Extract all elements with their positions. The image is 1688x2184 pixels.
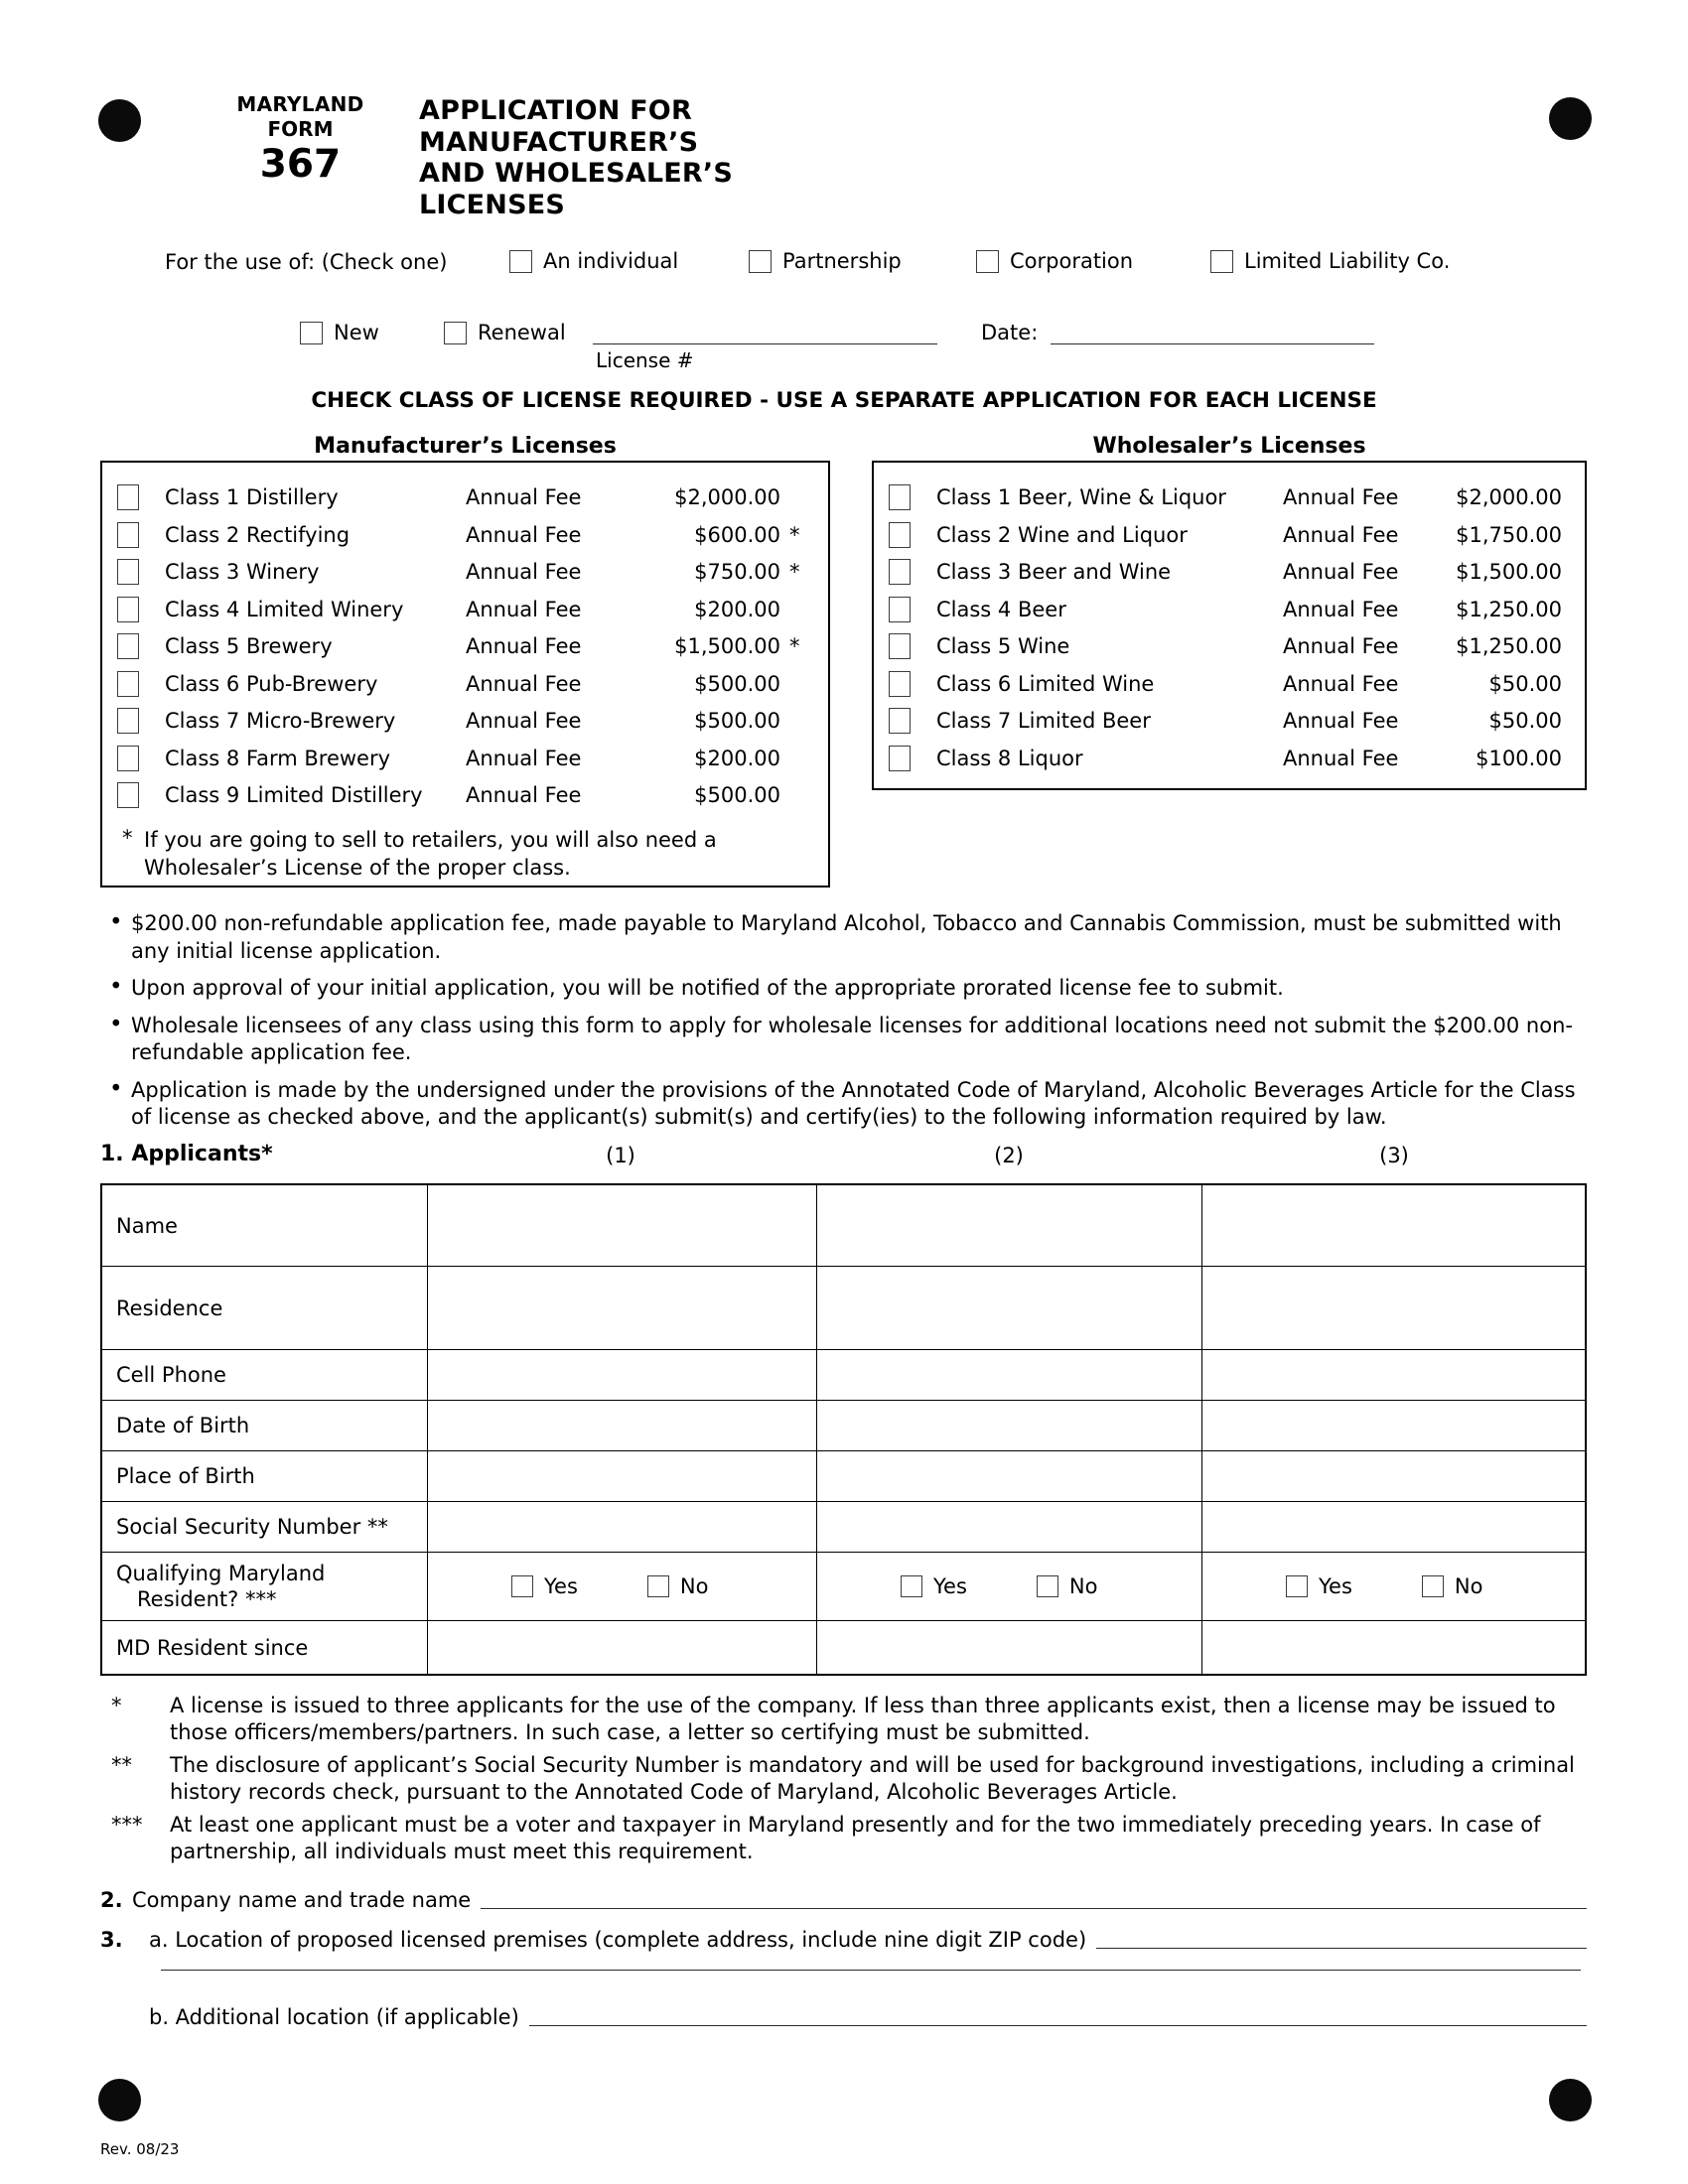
fee-asterisk: * [789,634,800,658]
manufacturer-title: Manufacturer’s Licenses [314,434,617,459]
applicant-2-residence-cell[interactable] [817,1267,1202,1350]
applicant-3-date-of-birth-cell[interactable] [1202,1401,1585,1451]
whl-class-8-checkbox[interactable] [889,746,911,771]
fee-asterisk: * [789,560,800,584]
license-label: Class 6 Pub-Brewery [165,671,378,696]
footnote-asterisk: * [122,825,133,850]
individual-label: An individual [543,249,679,273]
mfr-class-9-checkbox[interactable] [117,782,139,808]
applicant-1-date-of-birth-cell[interactable] [428,1401,817,1451]
no-label: No [1454,1574,1483,1598]
license-fee: $100.00 [1476,746,1562,770]
annual-fee-label: Annual Fee [1283,522,1399,547]
applicant-1-place-of-birth-cell[interactable] [428,1451,817,1502]
llc-label: Limited Liability Co. [1244,249,1451,273]
new-label: New [334,321,379,344]
yes-label: Yes [544,1574,578,1598]
row-label-text: Place of Birth [116,1464,255,1488]
footnote-item [100,1752,1587,1806]
use-of-label: For the use of: (Check one) [165,250,448,274]
footnote-text: At least one applicant must be a voter and taxpayer in Maryland presently and for the two immediately preceding years. In case of partnership, all individuals must meet this requirement. [170,1813,1541,1863]
license-label: Class 8 Liquor [936,746,1083,770]
note-item: • Application is made by the undersigned under the provisions of the Annotated Code of Maryland, Alcoholic Beverages Article for the Class of license as checked above, and the applicant(s) submit(s) and certify(ies) to the following information required by law. [100,1077,1587,1132]
footnote-item [100,1812,1587,1865]
applicant-2-place-of-birth-cell[interactable] [817,1451,1202,1502]
form-title-line: AND WHOLESALER’S [419,158,733,189]
row-label-text: Date of Birth [116,1414,250,1437]
license-label: Class 4 Limited Winery [165,597,404,621]
license-fee: $2,000.00 [674,485,780,509]
annual-fee-label: Annual Fee [1283,709,1399,733]
applicant-3-name-cell[interactable] [1202,1185,1585,1267]
license-row [874,518,1585,556]
no-label: No [1068,1574,1098,1598]
applicant-footnotes [100,1693,1587,1871]
license-row [102,629,828,667]
yes-label: Yes [1319,1574,1352,1598]
annual-fee-label: Annual Fee [466,634,582,658]
applicant-1-name-cell[interactable] [428,1185,817,1267]
applicant-column-1-header: (1) [606,1144,635,1167]
mfr-class-8-checkbox[interactable] [117,746,139,771]
applicant-2-ssn-cell[interactable] [817,1502,1202,1553]
footnote-marker: * [111,1694,122,1717]
punch-hole-bottom-left [98,2079,141,2121]
footnote-line: Wholesaler’s License of the proper class. [144,855,571,880]
mfr-class-5-checkbox[interactable] [117,633,139,659]
annual-fee-label: Annual Fee [1283,671,1399,696]
whl-class-4-checkbox[interactable] [889,597,911,622]
yes-label: Yes [933,1574,967,1598]
applicant-3-qualifying-resident-cell [1202,1553,1585,1621]
item-additional-location [149,1999,1587,2029]
manufacturer-license-box [100,461,830,887]
row-label-text: Cell Phone [116,1363,226,1387]
annual-fee-label: Annual Fee [466,671,582,696]
row-label-text: MD Resident since [116,1635,309,1660]
license-row [102,555,828,593]
renewal-checkbox[interactable] [444,322,467,344]
applicant-2-date-of-birth-cell[interactable] [817,1401,1202,1451]
no-label: No [679,1574,709,1598]
license-label: Class 2 Wine and Liquor [936,522,1188,547]
license-row [874,742,1585,779]
annual-fee-label: Annual Fee [1283,485,1399,509]
revision-label: Rev. 08/23 [100,2140,180,2158]
applicant-3-cell-phone-cell[interactable] [1202,1350,1585,1401]
item-3b-label: b. Additional location (if applicable) [149,2005,519,2029]
license-fee: $200.00 [694,746,780,770]
annual-fee-label: Annual Fee [1283,746,1399,770]
applicant-3-qualifying-yes-checkbox[interactable] [1286,1575,1308,1597]
license-fee: $500.00 [694,671,780,696]
form-title-line: MANUFACTURER’S [419,126,699,158]
license-row [874,704,1585,742]
partnership-label: Partnership [782,249,902,273]
applicant-3-ssn-cell[interactable] [1202,1502,1585,1553]
license-label: Class 5 Brewery [165,634,333,658]
partnership-checkbox[interactable] [749,250,772,273]
applicant-1-ssn-cell[interactable] [428,1502,817,1553]
license-row [102,593,828,630]
applicant-2-qualifying-resident-cell [817,1553,1202,1621]
applicant-1-qualifying-no-checkbox[interactable] [647,1575,669,1597]
whl-class-2-checkbox[interactable] [889,522,911,548]
annual-fee-label: Annual Fee [466,485,582,509]
applicant-1-qualifying-resident-cell [428,1553,817,1621]
license-label: Class 8 Farm Brewery [165,746,391,770]
application-type-renewal [444,318,566,347]
row-label-text: Resident? *** [137,1587,277,1611]
additional-location-input-line[interactable] [529,2024,1587,2026]
license-number-input-line[interactable] [593,320,937,344]
annual-fee-label: Annual Fee [466,709,582,733]
item-2-label: Company name and trade name [132,1888,472,1912]
wholesaler-license-box [872,461,1587,790]
license-fee: $500.00 [694,709,780,733]
license-row [874,593,1585,630]
form-brand [218,92,382,187]
row-label-md-resident-since [102,1621,428,1674]
renewal-label: Renewal [478,321,566,344]
wholesaler-license-list [874,463,1585,778]
annual-fee-label: Annual Fee [1283,634,1399,658]
form-title [419,95,733,220]
applicant-2-qualifying-no-checkbox[interactable] [1037,1575,1058,1597]
license-row [102,778,828,816]
corporation-label: Corporation [1010,249,1134,273]
item-3-number: 3. [100,1928,123,1952]
license-fee: $750.00 [694,560,780,584]
application-type-new [300,318,379,347]
form-number: 367 [259,142,342,187]
use-of-option-partnership [749,246,902,276]
manufacturer-footnote [102,826,828,882]
applicants-heading: 1. Applicants* [100,1142,273,1166]
license-label: Class 5 Wine [936,634,1070,658]
footnote-line: If you are going to sell to retailers, you will also need a [144,827,717,852]
mfr-class-1-checkbox[interactable] [117,484,139,510]
form-state: MARYLAND [236,92,364,116]
row-label-name [102,1185,428,1267]
manufacturer-footnote-text [144,826,828,882]
applicant-1-residence-cell[interactable] [428,1267,817,1350]
row-label-text: Name [116,1213,178,1238]
form-title-line: APPLICATION FOR [419,95,692,126]
row-label-date-of-birth [102,1401,428,1451]
license-fee: $200.00 [694,597,780,621]
note-item: • Upon approval of your initial application, you will be notified of the appropriate prorated license fee to submit. [100,975,1587,1003]
row-label-ssn [102,1502,428,1553]
footnote-marker: *** [111,1813,143,1837]
applicant-3-qualifying-no-checkbox[interactable] [1422,1575,1444,1597]
license-label: Class 3 Winery [165,560,320,584]
license-fee: $1,750.00 [1456,522,1562,547]
row-label-text: Residence [116,1296,223,1320]
license-label: Class 6 Limited Wine [936,671,1155,696]
mfr-class-2-checkbox[interactable] [117,522,139,548]
license-fee: $1,500.00 [674,634,780,658]
license-row [102,480,828,518]
form-word: FORM [267,117,334,141]
item-company-name [100,1882,1587,1912]
applicant-1-cell-phone-cell[interactable] [428,1350,817,1401]
note-item: • $200.00 non-refundable application fee, made payable to Maryland Alcohol, Tobacco and Cannabis Commission, must be submitted with any initial license application. [100,910,1587,965]
applicant-2-qualifying-yes-checkbox[interactable] [901,1575,922,1597]
mfr-class-3-checkbox[interactable] [117,559,139,585]
form-title-line: LICENSES [419,189,566,220]
mfr-class-7-checkbox[interactable] [117,708,139,734]
applicant-3-md-resident-since-cell[interactable] [1202,1621,1585,1674]
applicant-1-qualifying-yes-checkbox[interactable] [511,1575,533,1597]
applicant-column-3-header: (3) [1379,1144,1409,1167]
row-label-place-of-birth [102,1451,428,1502]
applicant-2-cell-phone-cell[interactable] [817,1350,1202,1401]
license-number-hint: License # [596,348,694,372]
license-label: Class 3 Beer and Wine [936,560,1172,584]
license-label: Class 9 Limited Distillery [165,783,423,807]
license-label: Class 2 Rectifying [165,522,351,547]
punch-hole-bottom-right [1549,2079,1592,2121]
new-checkbox[interactable] [300,322,323,344]
license-row [874,555,1585,593]
mfr-class-6-checkbox[interactable] [117,671,139,697]
license-label: Class 4 Beer [936,597,1066,621]
item-3a-label: a. Location of proposed licensed premises (complete address, include nine digit ZIP code) [149,1928,1087,1952]
license-label: Class 7 Limited Beer [936,709,1151,733]
license-row [874,480,1585,518]
footnote-text: The disclosure of applicant’s Social Security Number is mandatory and will be used for background investigations, including a criminal history records check, pursuant to the Annotated Code of Maryland, Alcoholic Beverages Article. [170,1753,1575,1804]
annual-fee-label: Annual Fee [466,560,582,584]
item-2-number: 2. [100,1888,123,1912]
license-fee: $600.00 [694,522,780,547]
license-row [874,629,1585,667]
license-fee: $50.00 [1488,671,1562,696]
applicant-3-place-of-birth-cell[interactable] [1202,1451,1585,1502]
annual-fee-label: Annual Fee [466,597,582,621]
row-label-text: Social Security Number ** [116,1515,388,1539]
license-fee: $2,000.00 [1456,485,1562,509]
whl-class-5-checkbox[interactable] [889,633,911,659]
annual-fee-label: Annual Fee [1283,597,1399,621]
footnote-text: A license is issued to three applicants for the use of the company. If less than three applicants exist, then a license may be issued to those officers/members/partners. In such case, a letter so certifying must be submitted. [170,1694,1556,1744]
license-row [102,667,828,705]
applicant-2-md-resident-since-cell[interactable] [817,1621,1202,1674]
wholesaler-title: Wholesaler’s Licenses [1092,434,1366,459]
punch-hole-top-right [1549,97,1592,140]
applicants-table [100,1183,1587,1676]
use-of-option-corporation [976,246,1133,276]
annual-fee-label: Annual Fee [466,522,582,547]
mfr-class-4-checkbox[interactable] [117,597,139,622]
license-label: Class 7 Micro-Brewery [165,709,396,733]
use-of-option-individual [509,246,678,276]
applicant-column-2-header: (2) [994,1144,1024,1167]
annual-fee-label: Annual Fee [466,746,582,770]
individual-checkbox[interactable] [509,250,532,273]
row-label-residence [102,1267,428,1350]
fee-asterisk: * [789,522,800,547]
row-label-qualifying-resident [102,1553,428,1621]
applicant-1-md-resident-since-cell[interactable] [428,1621,817,1674]
row-label-cell-phone [102,1350,428,1401]
date-input-line[interactable] [1051,320,1374,344]
class-banner: CHECK CLASS OF LICENSE REQUIRED - USE A SEPARATE APPLICATION FOR EACH LICENSE [311,388,1377,413]
note-item: • Wholesale licensees of any class using this form to apply for wholesale licenses for additional locations need not submit the $200.00 non-refundable application fee. [100,1013,1587,1067]
license-fee: $1,250.00 [1456,634,1562,658]
instruction-notes [100,910,1587,1142]
whl-class-7-checkbox[interactable] [889,708,911,734]
license-fee: $500.00 [694,783,780,807]
manufacturer-license-list [102,463,828,816]
license-fee: $1,500.00 [1456,560,1562,584]
footnote-item [100,1693,1587,1746]
license-row [874,667,1585,705]
row-label-text: Qualifying Maryland [116,1562,326,1585]
punch-hole-top-left [98,99,141,142]
footnote-marker: ** [111,1753,132,1777]
whl-class-1-checkbox[interactable] [889,484,911,510]
license-label: Class 1 Beer, Wine & Liquor [936,485,1226,509]
premises-location-continuation-line[interactable] [161,1946,1581,1971]
corporation-checkbox[interactable] [976,250,999,273]
llc-checkbox[interactable] [1210,250,1233,273]
license-label: Class 1 Distillery [165,485,339,509]
license-row [102,518,828,556]
whl-class-3-checkbox[interactable] [889,559,911,585]
applicant-2-name-cell[interactable] [817,1185,1202,1267]
whl-class-6-checkbox[interactable] [889,671,911,697]
annual-fee-label: Annual Fee [1283,560,1399,584]
use-of-option-llc [1210,246,1450,276]
license-fee: $1,250.00 [1456,597,1562,621]
applicant-3-residence-cell[interactable] [1202,1267,1585,1350]
license-fee: $50.00 [1488,709,1562,733]
license-row [102,742,828,779]
company-name-input-line[interactable] [481,1907,1587,1909]
date-label: Date: [981,321,1039,344]
annual-fee-label: Annual Fee [466,783,582,807]
license-row [102,704,828,742]
